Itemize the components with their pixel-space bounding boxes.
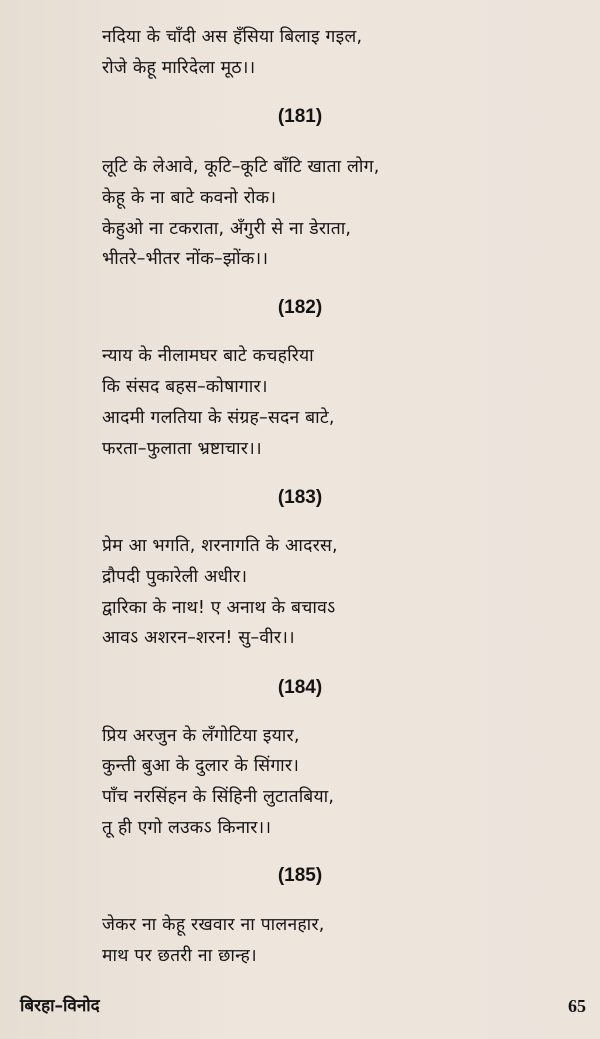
verse-line: पाँच नरसिंहन के सिंहिनी लुटातबिया,	[102, 787, 335, 807]
verse-number: (185)	[277, 865, 323, 886]
verse-line: द्वारिका के नाथ! ए अनाथ के बचावऽ	[102, 598, 336, 618]
verse-line: तू ही एगो लउकऽ किनार।।	[102, 818, 272, 838]
verse-number: (184)	[277, 677, 323, 698]
verse-line: रोजे केहू मारिदेला मूठ।।	[102, 58, 256, 78]
verse-line: आदमी गलतिया के संग्रह–सदन बाटे,	[102, 408, 335, 428]
book-title-footer: बिरहा–विनोद	[20, 996, 100, 1016]
page-number: 65	[568, 996, 586, 1016]
verse-line: माथ पर छतरी ना छान्ह।	[102, 946, 257, 966]
verse-line: प्रेम आ भगति, शरनागति के आदरस,	[102, 536, 338, 556]
verse-line: द्रौपदी पुकारेली अधीर।	[102, 567, 248, 587]
verse-line: भीतरे–भीतर नोंक–झोंक।।	[102, 249, 269, 269]
verse-line: लूटि के लेआवे, कूटि–कूटि बाँटि खाता लोग,	[102, 157, 380, 177]
verse-line: नदिया के चाँदी अस हँसिया बिलाइ गइल,	[102, 27, 363, 47]
verse-number: (181)	[277, 106, 323, 127]
verse-line: जेकर ना केहू रखवार ना पालनहार,	[102, 915, 325, 935]
verse-line: आवऽ अशरन–शरन! सु–वीर।।	[102, 628, 295, 648]
verse-line: केहू के ना बाटे कवनो रोक।	[102, 188, 277, 208]
verse-line: कुन्ती बुआ के दुलार के सिंगार।	[102, 756, 300, 776]
verse-line: केहुओ ना टकराता, अँगुरी से ना डेराता,	[102, 219, 352, 239]
verse-number: (182)	[277, 297, 323, 318]
verse-line: फरता–फुलाता भ्रष्टाचार।।	[102, 439, 262, 459]
verse-line: कि संसद बहस–कोषागार।	[102, 377, 268, 397]
verse-line: प्रिय अरजुन के लँगोटिया इयार,	[102, 726, 300, 746]
verse-line: न्याय के नीलामघर बाटे कचहरिया	[102, 346, 314, 366]
verse-number: (183)	[277, 487, 323, 508]
